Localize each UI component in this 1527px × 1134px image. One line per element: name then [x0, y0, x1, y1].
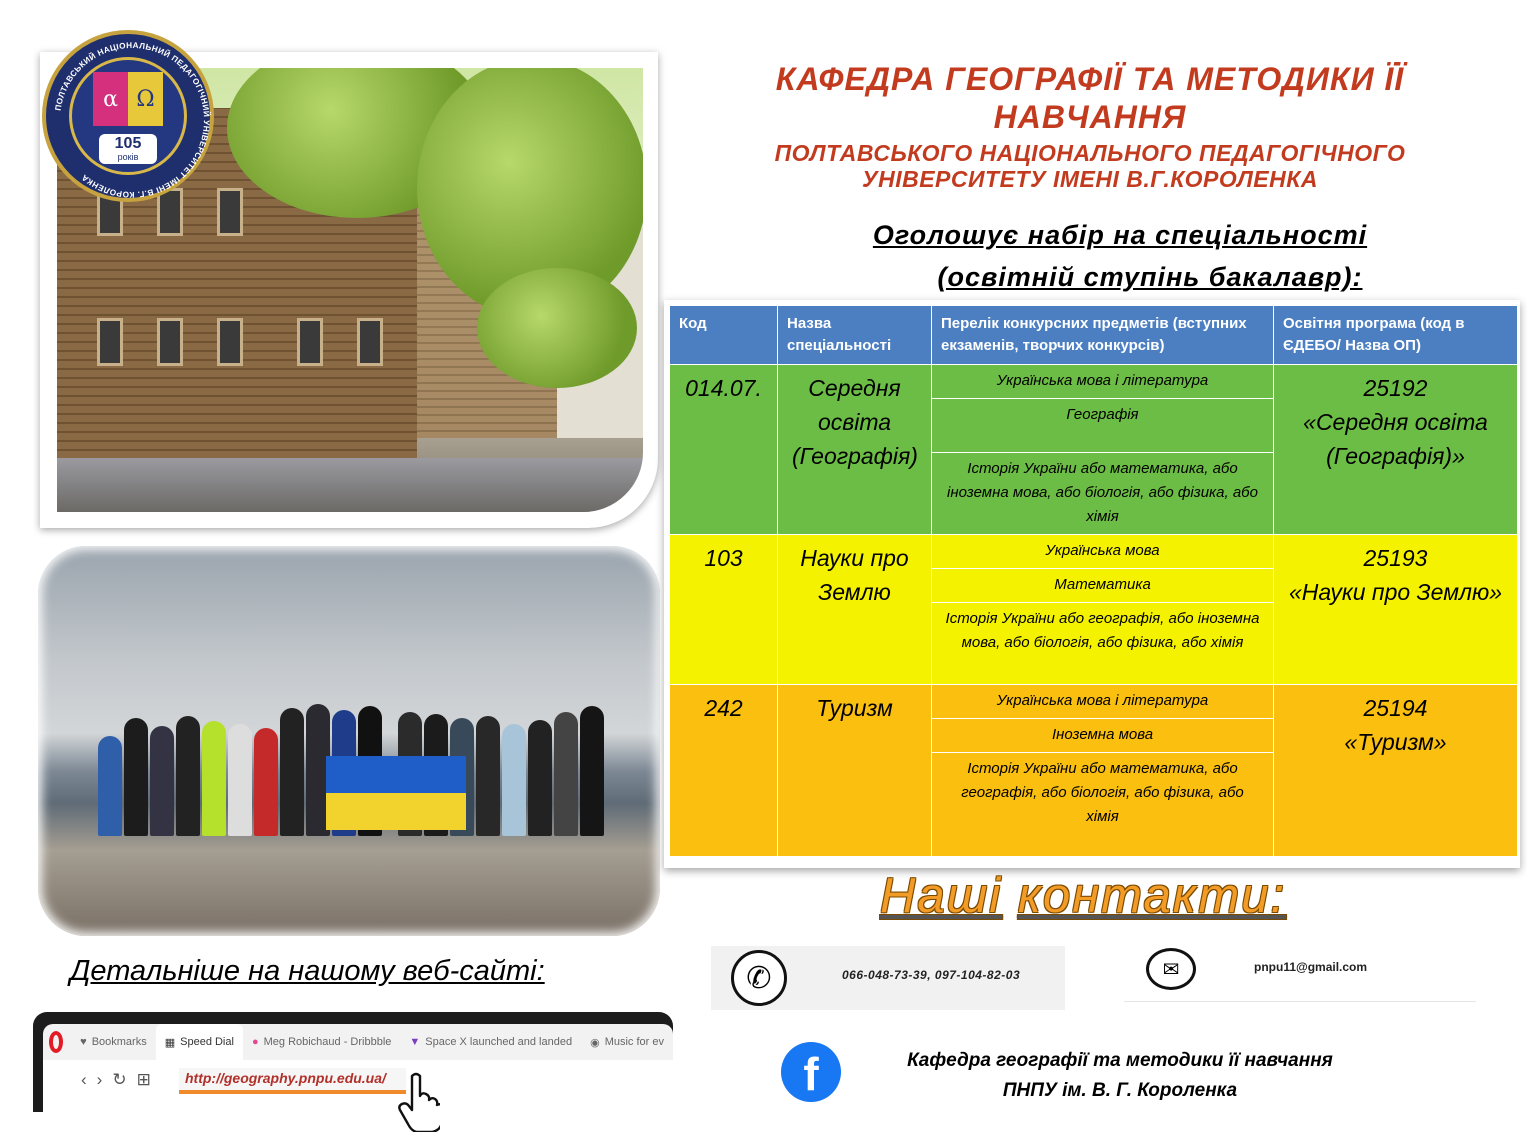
- phone-icon: ✆: [731, 950, 787, 1006]
- contacts-heading-word1: Наші: [880, 869, 1003, 923]
- cell-program: [1274, 685, 1518, 857]
- cell-code: 014.07.: [670, 365, 778, 535]
- table-row: [670, 365, 1518, 399]
- header-code: Код: [670, 306, 778, 365]
- cell-subject: Історія України або географія, або іноземна мова, або біологія, або фізика, або хімія: [932, 603, 1274, 685]
- cell-subject: Історія України або математика, або іноземна мова, або біологія, або фізика, або хімія: [932, 453, 1274, 535]
- spotify-icon: ◉: [590, 1036, 600, 1049]
- address-bar-row: [43, 1060, 673, 1112]
- header-name: Назва спеціальності: [778, 306, 932, 365]
- window: [217, 188, 243, 236]
- contacts-heading-word2: контакти:: [1017, 869, 1287, 923]
- logo-omega: Ω: [128, 72, 163, 126]
- tab-label: Space X launched and landed: [425, 1036, 573, 1048]
- ukrainian-flag: [326, 756, 466, 830]
- facebook-line-2: ПНПУ ім. В. Г. Короленка: [1002, 1080, 1238, 1101]
- grid-icon: ▦: [164, 1036, 176, 1049]
- tab-label: Speed Dial: [180, 1036, 234, 1048]
- contacts-heading: [880, 868, 1320, 924]
- envelope-icon: ✉: [1146, 948, 1196, 990]
- table-header-row: [670, 306, 1518, 365]
- browser-tab-bar: [43, 1024, 673, 1060]
- table-row: [670, 535, 1518, 569]
- cell-name: Туризм: [778, 685, 932, 857]
- program-name: «Туризм»: [1344, 729, 1447, 755]
- email-address[interactable]: pnpu11@gmail.com: [1254, 960, 1368, 974]
- cell-code: 103: [670, 535, 778, 685]
- cell-name: Середня освіта (Географія): [778, 365, 932, 535]
- tab-speed-dial[interactable]: [156, 1024, 243, 1060]
- announce-line-2: (освітній ступінь бакалавр):: [937, 262, 1363, 292]
- program-code: 25192: [1363, 375, 1428, 401]
- cell-subject: Математика: [932, 569, 1274, 603]
- cell-subject: Українська мова: [932, 535, 1274, 569]
- facebook-line-1: Кафедра географії та методики її навчання: [907, 1050, 1333, 1071]
- pointer-hand-icon: [396, 1072, 440, 1132]
- page-title: [680, 60, 1500, 136]
- logo-years-number: 105: [114, 135, 142, 152]
- specialties-table: [669, 305, 1518, 857]
- cell-subject: Іноземна мова: [932, 719, 1274, 753]
- url-field[interactable]: http://geography.pnpu.edu.ua/: [179, 1068, 406, 1094]
- spacex-icon: ▼: [409, 1036, 421, 1048]
- cell-program: [1274, 365, 1518, 535]
- browser-window: [33, 1012, 673, 1112]
- subtitle-line-1: ПОЛТАВСЬКОГО НАЦІОНАЛЬНОГО ПЕДАГОГІЧНОГО: [774, 140, 1406, 166]
- cell-subject: Історія України або математика, або географія, або біологія, або фізика, або хімія: [932, 753, 1274, 857]
- tree-foliage: [477, 268, 637, 388]
- title-line-2: НАВЧАННЯ: [993, 99, 1187, 135]
- window: [217, 318, 243, 366]
- students-group-photo: [38, 546, 660, 936]
- window: [97, 318, 123, 366]
- cell-subject: Українська мова і література: [932, 365, 1274, 399]
- program-code: 25193: [1363, 545, 1428, 571]
- tab-dribbble[interactable]: [243, 1024, 400, 1060]
- browser-nav-buttons[interactable]: ‹›↻⊞: [81, 1070, 161, 1089]
- page-subtitle: [680, 140, 1500, 192]
- logo-ring-text: [46, 34, 218, 206]
- header-program: Освітня програма (код в ЄДЕБО/ Назва ОП): [1274, 306, 1518, 365]
- tab-spotify[interactable]: [581, 1024, 673, 1060]
- title-line-1: КАФЕДРА ГЕОГРАФІЇ ТА МЕТОДИКИ ЇЇ: [775, 61, 1405, 97]
- heart-icon: ♥: [80, 1036, 87, 1048]
- program-code: 25194: [1363, 695, 1428, 721]
- table-row: [670, 685, 1518, 719]
- tab-spacex[interactable]: [400, 1024, 581, 1060]
- facebook-icon[interactable]: f: [781, 1042, 841, 1102]
- window: [157, 318, 183, 366]
- cell-subject: Українська мова і література: [932, 685, 1274, 719]
- program-name: «Середня освіта (Географія)»: [1303, 409, 1488, 469]
- cell-program: [1274, 535, 1518, 685]
- website-caption: Детальніше на нашому веб-сайті:: [70, 955, 545, 987]
- opera-logo-icon: [49, 1031, 63, 1053]
- phone-numbers[interactable]: 066-048-73-39, 097-104-82-03: [842, 968, 1021, 982]
- tab-label: Music for ev: [604, 1036, 664, 1048]
- subtitle-line-2: УНІВЕРСИТЕТУ ІМЕНІ В.Г.КОРОЛЕНКА: [862, 166, 1318, 192]
- logo-years-word: років: [117, 152, 139, 162]
- svg-text:ПОЛТАВСЬКИЙ НАЦІОНАЛЬНИЙ ПЕДАГ: ПОЛТАВСЬКИЙ НАЦІОНАЛЬНИЙ ПЕДАГОГІЧНИЙ УНІВЕРСИТЕТ ІМЕНІ В.Г. КОРОЛЕНКА: [53, 40, 212, 200]
- sidewalk: [57, 458, 643, 512]
- admission-announcement: [800, 214, 1440, 298]
- header-subjects: Перелік конкурсних предметів (вступних екзаменів, творчих конкурсів): [932, 306, 1274, 365]
- facebook-page-name[interactable]: [850, 1046, 1390, 1106]
- tab-bookmarks[interactable]: [71, 1024, 156, 1060]
- announce-line-1: Оголошує набір на спеціальності: [872, 220, 1368, 250]
- logo-alpha: α: [93, 72, 128, 126]
- university-logo: [42, 30, 214, 202]
- dribbble-icon: ●: [251, 1036, 259, 1048]
- tab-label: Meg Robichaud - Dribbble: [263, 1036, 392, 1048]
- cell-subject: Географія: [932, 399, 1274, 453]
- program-name: «Науки про Землю»: [1288, 579, 1503, 605]
- window: [297, 318, 323, 366]
- window: [357, 318, 383, 366]
- cell-code: 242: [670, 685, 778, 857]
- tab-label: Bookmarks: [91, 1036, 147, 1048]
- cell-name: Науки про Землю: [778, 535, 932, 685]
